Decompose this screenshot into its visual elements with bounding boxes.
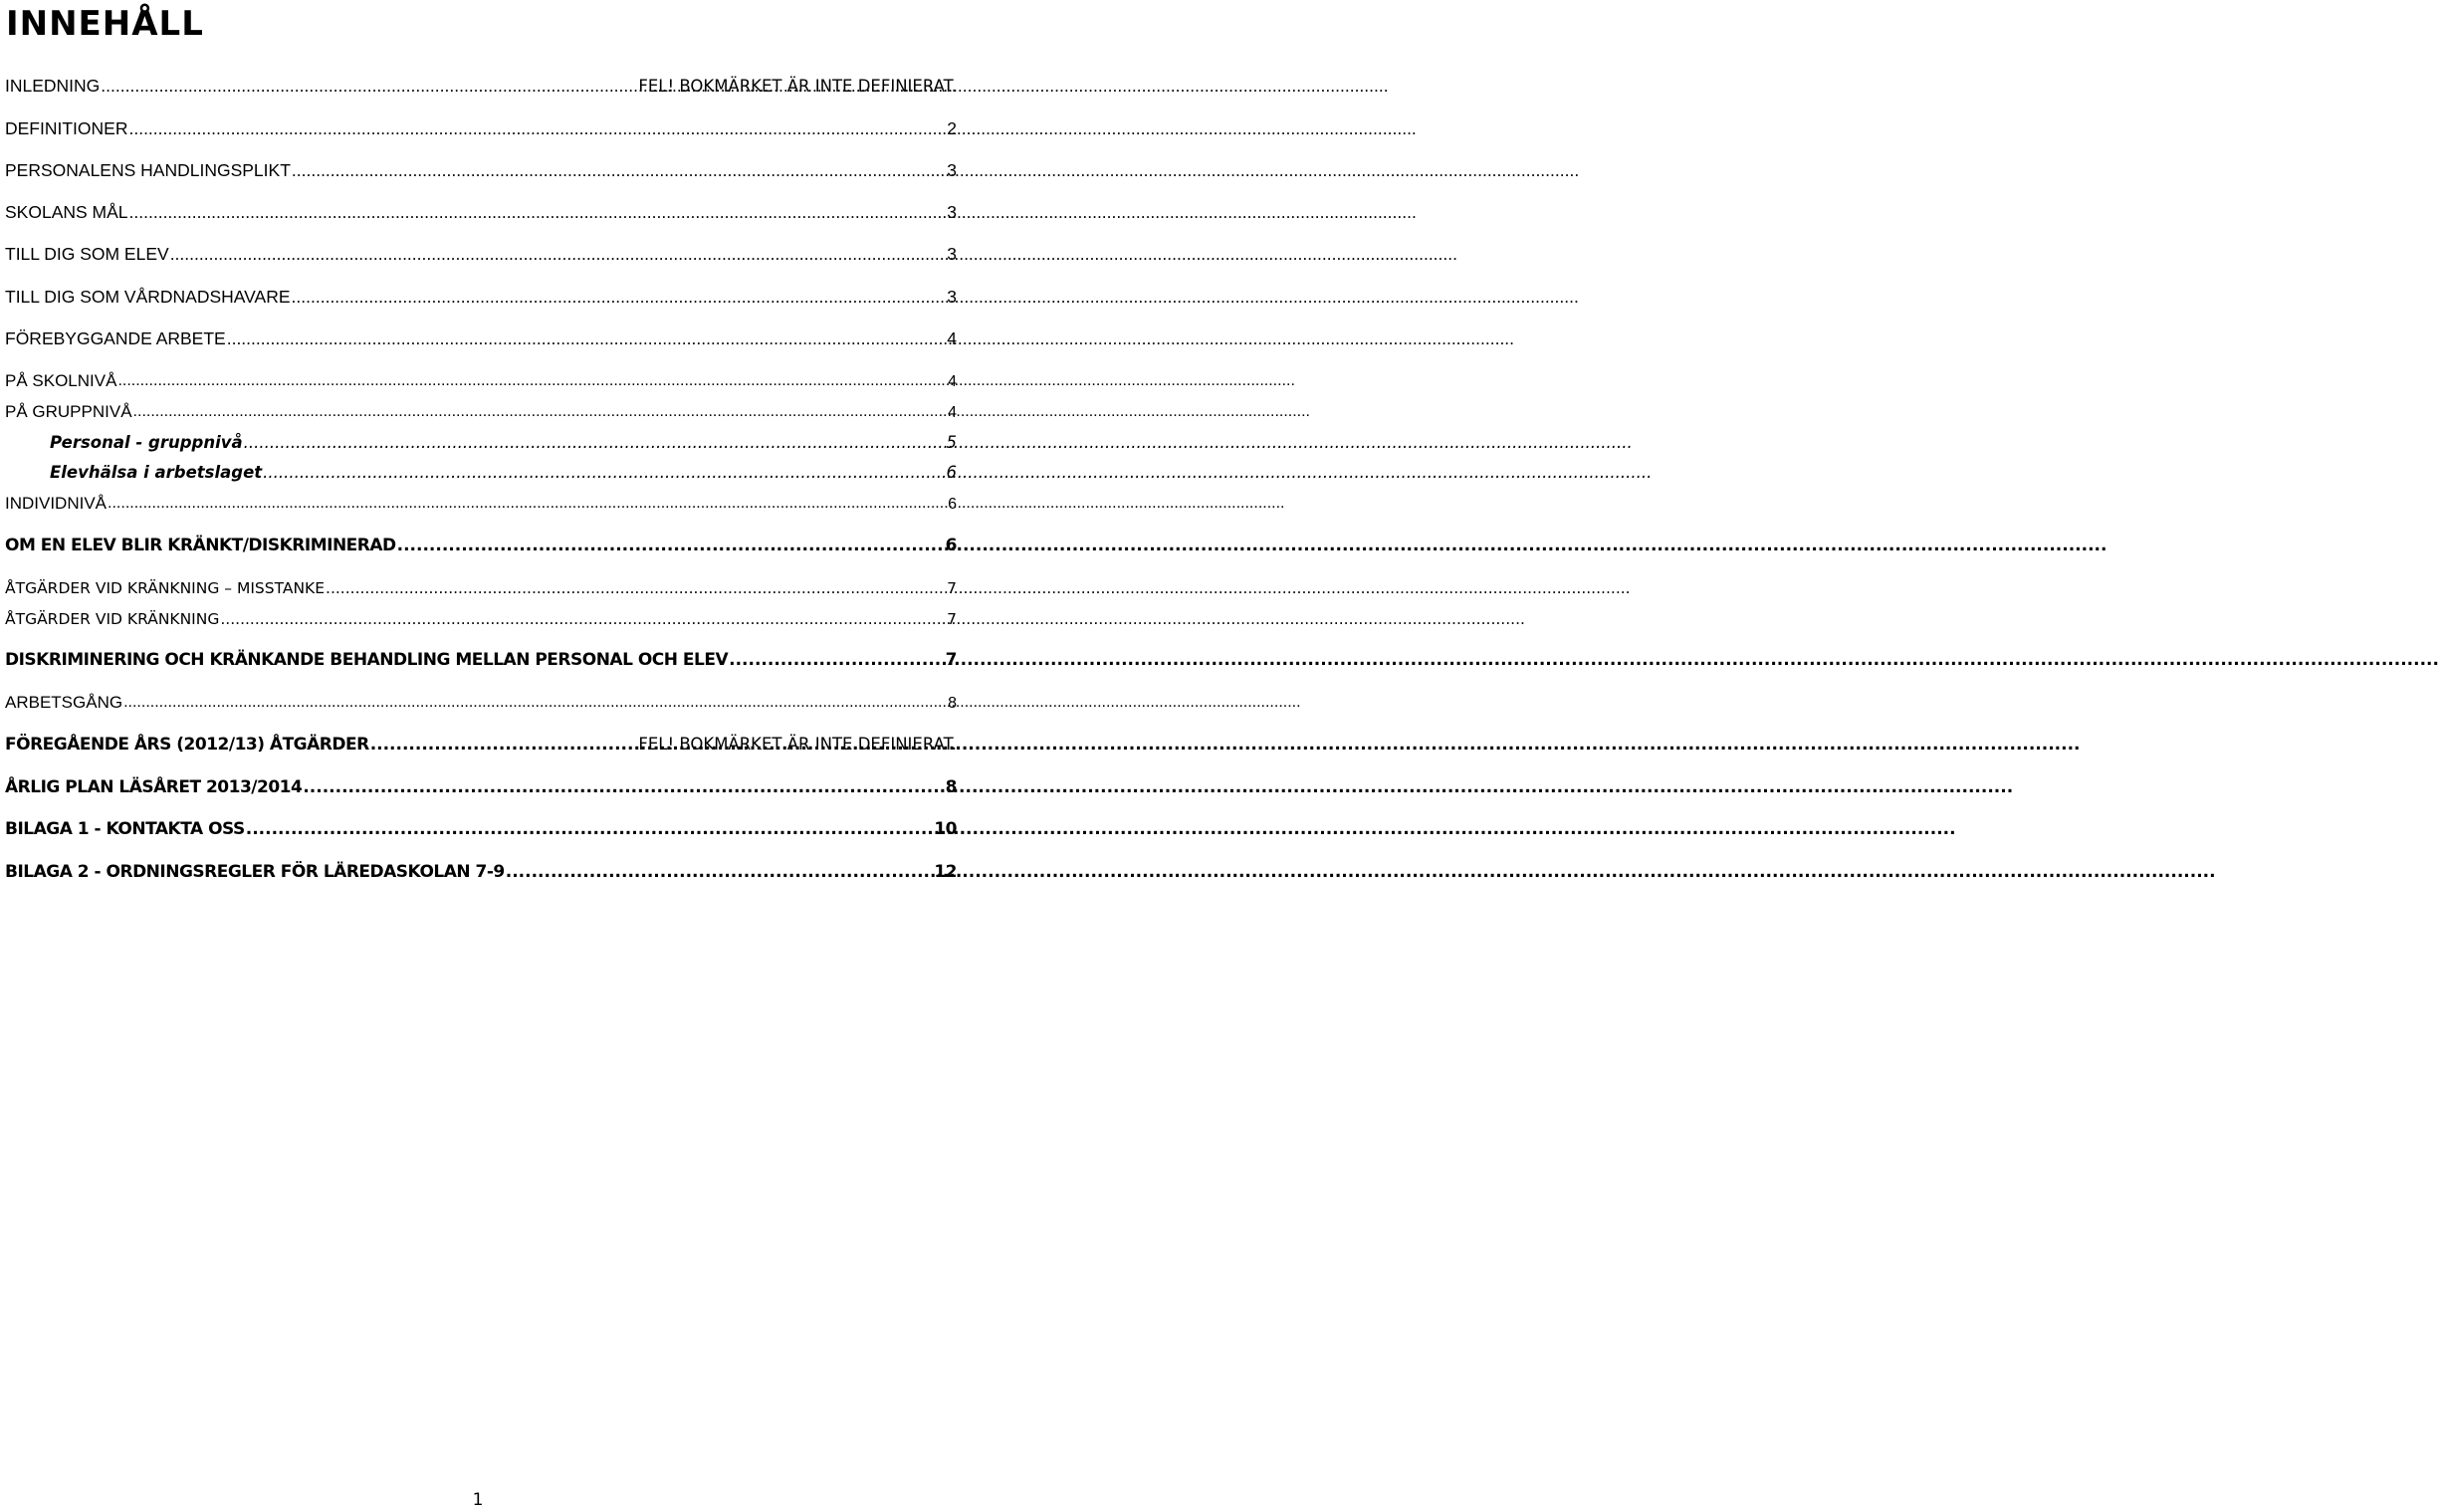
toc-entry-title: DISKRIMINERING OCH KRÄNKANDE BEHANDLING MELLAN PERSONAL OCH ELEV — [5, 650, 729, 670]
toc-entry-page: 6 — [946, 463, 957, 482]
toc-entry-pa-gruppniva[interactable] — [5, 400, 957, 424]
toc-entry-page: 8 — [948, 695, 957, 712]
toc-dot-leader — [108, 496, 947, 516]
toc-entry-title: SKOLANS MÅL — [5, 202, 128, 222]
toc-entry-title: OM EN ELEV BLIR KRÄNKT/DISKRIMINERAD — [5, 536, 396, 555]
toc-entry-page: 3 — [947, 244, 957, 264]
toc-entry-arlig-plan[interactable] — [5, 775, 957, 799]
toc-dot-leader — [128, 120, 946, 140]
toc-entry-page: 2 — [947, 118, 957, 138]
toc-dot-leader — [101, 78, 637, 98]
toc-entry-page: 4 — [948, 404, 957, 421]
toc-entry-page: FEL! BOKMÄRKET ÄR INTE DEFINIERAT. — [638, 735, 957, 754]
toc-dot-leader — [292, 289, 947, 309]
toc-entry-om-en-elev-blir-krankt[interactable] — [5, 534, 957, 557]
toc-dot-leader — [263, 465, 945, 485]
toc-entry-page: 7 — [947, 610, 957, 628]
toc-entry-foregaende-ars-atgarder[interactable] — [5, 733, 957, 756]
toc-dot-leader — [170, 246, 947, 266]
toc-dot-leader — [227, 330, 947, 350]
toc-entry-definitioner[interactable] — [5, 116, 957, 140]
toc-entry-pa-skolniva[interactable] — [5, 369, 957, 393]
toc-entry-title: ÅRLIG PLAN LÄSÅRET 2013/2014 — [5, 777, 303, 797]
toc-entry-title: ARBETSGÅNG — [5, 693, 123, 712]
toc-entry-till-dig-som-elev[interactable] — [5, 242, 957, 266]
toc-entry-page: 3 — [947, 287, 957, 307]
toc-entry-atgarder-vid-krankning[interactable] — [5, 607, 957, 631]
toc-entry-title: PERSONALENS HANDLINGSPLIKT — [5, 160, 291, 180]
toc-entry-elevhalsa-i-arbetslaget[interactable] — [50, 461, 957, 485]
toc-entry-title: DEFINITIONER — [5, 118, 128, 138]
toc-entry-page: 3 — [947, 160, 957, 180]
toc-dot-leader — [129, 204, 947, 224]
toc-entry-title: PÅ SKOLNIVÅ — [5, 371, 117, 390]
toc-dot-leader — [729, 652, 945, 672]
toc-entry-title: TILL DIG SOM ELEV — [5, 244, 169, 264]
toc-entry-individniva[interactable] — [5, 492, 957, 516]
toc-dot-leader — [506, 864, 934, 884]
toc-entry-page: 7 — [945, 650, 957, 670]
toc-dot-leader — [326, 580, 946, 600]
toc-dot-leader — [133, 404, 948, 424]
toc-entry-title: FÖREGÅENDE ÅRS (2012/13) ÅTGÄRDER — [5, 735, 369, 755]
toc-entry-page: 7 — [947, 579, 957, 597]
toc-entry-title: BILAGA 1 - KONTAKTA OSS — [5, 819, 245, 839]
toc-entry-page: 4 — [948, 373, 957, 390]
toc-entry-personal-gruppniva[interactable] — [50, 431, 957, 455]
toc-entry-page: 3 — [947, 202, 957, 222]
toc-entry-page: FEL! BOKMÄRKET ÄR INTE DEFINIERAT. — [638, 77, 957, 96]
toc-entry-page: 6 — [948, 496, 957, 513]
toc-entry-title: ÅTGÄRDER VID KRÄNKNING — [5, 610, 220, 628]
toc-dot-leader — [117, 373, 947, 393]
toc-entry-page: 8 — [945, 777, 957, 797]
toc-entry-page: 12 — [934, 862, 957, 882]
toc-entry-page: 10 — [934, 819, 957, 839]
toc-dot-leader — [244, 435, 946, 455]
toc-entry-personalens-handlingsplikt[interactable] — [5, 158, 957, 182]
toc-entry-title: INDIVIDNIVÅ — [5, 494, 108, 513]
toc-entry-title: Elevhälsa i arbetslaget — [50, 463, 263, 482]
toc-entry-bilaga-1[interactable] — [5, 817, 957, 841]
toc-entry-title: INLEDNING — [5, 76, 101, 96]
toc-entry-atgarder-vid-krankning-misstanke[interactable] — [5, 576, 957, 600]
toc-entry-page: 4 — [947, 328, 957, 348]
toc-entry-skolans-mal[interactable] — [5, 200, 957, 224]
toc-entry-till-dig-som-vardnadshavare[interactable] — [5, 285, 957, 309]
toc-entry-page: 5 — [946, 433, 957, 452]
toc-entry-forebyggande-arbete[interactable] — [5, 326, 957, 350]
toc-dot-leader — [292, 162, 946, 182]
toc-entry-inledning[interactable] — [5, 74, 957, 98]
page-number: 1 — [472, 1490, 484, 1510]
table-of-contents — [0, 0, 956, 896]
toc-entry-arbetsgang[interactable] — [5, 691, 957, 715]
toc-dot-leader — [123, 695, 947, 715]
toc-dot-leader — [397, 538, 945, 557]
toc-entry-diskriminering-personal-elev[interactable] — [5, 648, 957, 672]
toc-entry-title: ÅTGÄRDER VID KRÄNKNING – MISSTANKE — [5, 579, 326, 597]
toc-entry-title: PÅ GRUPPNIVÅ — [5, 402, 132, 421]
toc-dot-leader — [370, 737, 638, 756]
toc-entry-title: TILL DIG SOM VÅRDNADSHAVARE — [5, 287, 291, 307]
toc-dot-leader — [220, 611, 946, 631]
toc-entry-title: BILAGA 2 - ORDNINGSREGLER FÖR LÄREDASKOLAN 7-9 — [5, 862, 505, 882]
toc-entry-title: Personal - gruppnivå — [50, 433, 243, 452]
toc-entry-page: 6 — [945, 536, 957, 555]
toc-entry-bilaga-2[interactable] — [5, 860, 957, 884]
toc-dot-leader — [246, 821, 934, 841]
toc-entry-title: FÖREBYGGANDE ARBETE — [5, 328, 226, 348]
page-title: INNEHÅLL — [6, 4, 204, 44]
toc-dot-leader — [303, 779, 944, 799]
